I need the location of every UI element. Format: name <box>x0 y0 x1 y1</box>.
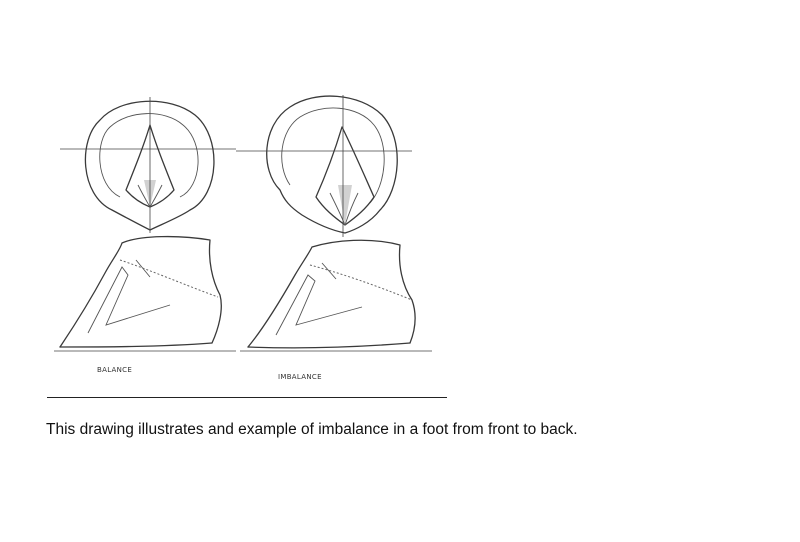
figure-caption: This drawing illustrates and example of imbalance in a foot from front to back. <box>46 421 578 438</box>
horizontal-rule <box>47 397 447 398</box>
balanced-sole-view <box>60 97 236 233</box>
imbalance-label: IMBALANCE <box>278 373 322 381</box>
hoof-balance-illustration <box>40 85 460 385</box>
balanced-side-view <box>54 237 236 351</box>
balance-label: BALANCE <box>97 366 133 374</box>
imbalanced-sole-view <box>236 95 412 237</box>
imbalanced-side-view <box>240 240 432 351</box>
